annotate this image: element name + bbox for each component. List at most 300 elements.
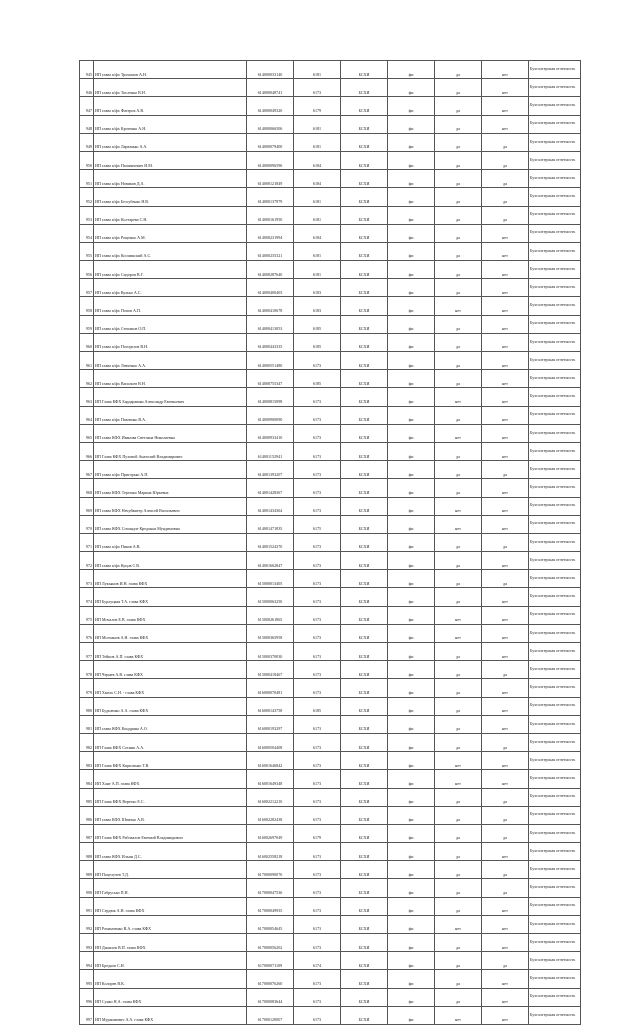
row-account: 6173	[294, 934, 341, 952]
row-department: БСХИ	[341, 570, 388, 588]
row-kind: фи	[388, 824, 435, 842]
row-status: нет	[482, 752, 529, 770]
row-account: 6181	[294, 61, 341, 79]
row-flag: нет	[435, 606, 482, 624]
row-code: 614001428367	[247, 479, 294, 497]
row-kind: фи	[388, 879, 435, 897]
row-code: 614000410678	[247, 297, 294, 315]
row-status: нет	[482, 770, 529, 788]
row-document: Бухгалтерская отчетность	[529, 297, 581, 315]
row-kind: фи	[388, 697, 435, 715]
row-account: 6181	[294, 206, 341, 224]
row-department: БСХИ	[341, 752, 388, 770]
row-flag: да	[435, 788, 482, 806]
row-name: ИП Глава КФХ Рабовалов Евгений Владимирович	[94, 824, 247, 842]
row-code: 614000137979	[247, 188, 294, 206]
table-row	[80, 188, 581, 206]
row-department: БСХИ	[341, 861, 388, 879]
row-document: Бухгалтерская отчетность	[529, 861, 581, 879]
row-kind: фи	[388, 279, 435, 297]
row-number: 973	[80, 570, 94, 588]
row-code: 616002558218	[247, 843, 294, 861]
row-flag: да	[435, 570, 482, 588]
row-kind: фи	[388, 333, 435, 351]
row-department: БСХИ	[341, 533, 388, 551]
row-status: да	[482, 733, 529, 751]
row-account: 6181	[294, 188, 341, 206]
row-department: БСХИ	[341, 224, 388, 242]
row-number: 974	[80, 588, 94, 606]
row-number: 972	[80, 552, 94, 570]
row-kind: фи	[388, 297, 435, 315]
row-flag: да	[435, 206, 482, 224]
row-flag: да	[435, 461, 482, 479]
row-kind: фи	[388, 934, 435, 952]
row-code: 616002212210	[247, 788, 294, 806]
row-department: БСХИ	[341, 624, 388, 642]
row-number: 983	[80, 752, 94, 770]
row-flag: да	[435, 170, 482, 188]
row-flag: да	[435, 533, 482, 551]
row-code: 616001649348	[247, 770, 294, 788]
row-code: 617000047536	[247, 879, 294, 897]
row-department: БСХИ	[341, 770, 388, 788]
table-row	[80, 151, 581, 169]
table-row	[80, 770, 581, 788]
row-code: 614000161950	[247, 206, 294, 224]
row-document: Бухгалтерская отчетность	[529, 279, 581, 297]
row-name: ИП глава к/фх Безсубенко Н.В.	[94, 188, 247, 206]
row-code: 614000033140	[247, 61, 294, 79]
row-number: 976	[80, 624, 94, 642]
row-document: Бухгалтерская отчетность	[529, 679, 581, 697]
row-account: 6175	[294, 515, 341, 533]
row-number: 964	[80, 406, 94, 424]
row-name: ИП глава КФХ Шпичко А.В.	[94, 806, 247, 824]
row-flag: да	[435, 151, 482, 169]
row-department: БСХИ	[341, 315, 388, 333]
row-name: ИП глава к/фх Павленко В.А.	[94, 406, 247, 424]
row-kind: фи	[388, 188, 435, 206]
row-document: Бухгалтерская отчетность	[529, 188, 581, 206]
row-code: 615000013405	[247, 570, 294, 588]
row-status: нет	[482, 333, 529, 351]
row-status: нет	[482, 424, 529, 442]
row-account: 6173	[294, 442, 341, 460]
row-department: БСХИ	[341, 915, 388, 933]
row-account: 6173	[294, 79, 341, 97]
row-kind: фи	[388, 352, 435, 370]
row-kind: фи	[388, 733, 435, 751]
table-row	[80, 497, 581, 515]
row-code: 617000120007	[247, 1006, 294, 1024]
row-code: 614000933410	[247, 424, 294, 442]
table-row	[80, 679, 581, 697]
row-kind: фи	[388, 788, 435, 806]
row-document: Бухгалтерская отчетность	[529, 224, 581, 242]
row-department: БСХИ	[341, 733, 388, 751]
row-department: БСХИ	[341, 952, 388, 970]
row-document: Бухгалтерская отчетность	[529, 770, 581, 788]
row-department: БСХИ	[341, 188, 388, 206]
row-status: нет	[482, 515, 529, 533]
row-status: нет	[482, 1006, 529, 1024]
row-kind: фи	[388, 370, 435, 388]
table-row	[80, 352, 581, 370]
row-document: Бухгалтерская отчетность	[529, 915, 581, 933]
row-account: 6173	[294, 970, 341, 988]
row-department: БСХИ	[341, 279, 388, 297]
row-kind: фи	[388, 315, 435, 333]
row-number: 975	[80, 606, 94, 624]
row-number: 991	[80, 897, 94, 915]
row-document: Бухгалтерская отчетность	[529, 733, 581, 751]
row-number: 946	[80, 79, 94, 97]
row-account: 6173	[294, 1006, 341, 1024]
row-document: Бухгалтерская отчетность	[529, 388, 581, 406]
row-number: 965	[80, 424, 94, 442]
row-document: Бухгалтерская отчетность	[529, 715, 581, 733]
row-department: БСХИ	[341, 806, 388, 824]
table-row	[80, 406, 581, 424]
row-name: ИП Глава КФХ Бардаржиян Александр Евгеньевич	[94, 388, 247, 406]
row-flag: да	[435, 806, 482, 824]
row-flag: да	[435, 188, 482, 206]
row-document: Бухгалтерская отчетность	[529, 424, 581, 442]
row-status: нет	[482, 97, 529, 115]
row-department: БСХИ	[341, 151, 388, 169]
row-department: БСХИ	[341, 661, 388, 679]
row-code: 614000755347	[247, 370, 294, 388]
row-department: БСХИ	[341, 406, 388, 424]
row-flag: да	[435, 552, 482, 570]
row-flag: да	[435, 643, 482, 661]
table-row	[80, 643, 581, 661]
row-code: 616002697049	[247, 824, 294, 842]
row-name: ИП глава КФХ Иванова Светлана Николаевна	[94, 424, 247, 442]
row-status: нет	[482, 497, 529, 515]
row-flag: нет	[435, 497, 482, 515]
row-number: 986	[80, 806, 94, 824]
row-name: ИП глава к/фх Куцов С.В.	[94, 552, 247, 570]
row-name: ИП Хант А.П. глава КФХ	[94, 770, 247, 788]
row-kind: фи	[388, 552, 435, 570]
row-document: Бухгалтерская отчетность	[529, 552, 581, 570]
row-name: ИП глава КФХ Кондрина А.О.	[94, 715, 247, 733]
row-name: ИП глава к/фх Рощенко А.М.	[94, 224, 247, 242]
row-kind: фи	[388, 261, 435, 279]
row-flag: да	[435, 333, 482, 351]
row-flag: нет	[435, 752, 482, 770]
row-kind: фи	[388, 406, 435, 424]
row-number: 994	[80, 952, 94, 970]
row-department: БСХИ	[341, 170, 388, 188]
table-row	[80, 61, 581, 79]
row-number: 951	[80, 170, 94, 188]
row-status: да	[482, 170, 529, 188]
row-kind: фи	[388, 679, 435, 697]
row-document: Бухгалтерская отчетность	[529, 97, 581, 115]
row-account: 6181	[294, 242, 341, 260]
row-number: 979	[80, 679, 94, 697]
row-flag: да	[435, 79, 482, 97]
row-number: 981	[80, 715, 94, 733]
row-number: 980	[80, 697, 94, 715]
row-name: ИП Глава КФХ Кириленко Т.В.	[94, 752, 247, 770]
row-number: 988	[80, 843, 94, 861]
row-document: Бухгалтерская отчетность	[529, 788, 581, 806]
table-row	[80, 242, 581, 260]
row-document: Бухгалтерская отчетность	[529, 752, 581, 770]
row-status: нет	[482, 552, 529, 570]
row-flag: да	[435, 61, 482, 79]
row-account: 6173	[294, 424, 341, 442]
row-document: Бухгалтерская отчетность	[529, 370, 581, 388]
row-kind: фи	[388, 770, 435, 788]
row-department: БСХИ	[341, 988, 388, 1006]
row-number: 947	[80, 97, 94, 115]
row-kind: фи	[388, 461, 435, 479]
row-code: 617000049935	[247, 897, 294, 915]
row-account: 6173	[294, 679, 341, 697]
row-number: 982	[80, 733, 94, 751]
row-name: ИП глава КФХ Нечуйвитер Алексей Васильевич	[94, 497, 247, 515]
row-status: да	[482, 188, 529, 206]
row-name: ИП глава к/фх Кротенко А.Н.	[94, 115, 247, 133]
row-number: 953	[80, 206, 94, 224]
row-name: ИП Лукьянов И.Н. глава КФХ	[94, 570, 247, 588]
row-flag: нет	[435, 515, 482, 533]
row-number: 967	[80, 461, 94, 479]
table-row	[80, 333, 581, 351]
table-row	[80, 934, 581, 952]
row-status: да	[482, 861, 529, 879]
row-account: 6184	[294, 170, 341, 188]
row-account: 6185	[294, 333, 341, 351]
row-document: Бухгалтерская отчетность	[529, 661, 581, 679]
row-account: 6173	[294, 879, 341, 897]
row-code: 614000443335	[247, 333, 294, 351]
row-kind: фи	[388, 497, 435, 515]
row-document: Бухгалтерская отчетность	[529, 934, 581, 952]
row-flag: нет	[435, 1006, 482, 1024]
table-row	[80, 843, 581, 861]
row-status: да	[482, 824, 529, 842]
row-document: Бухгалтерская отчетность	[529, 570, 581, 588]
row-number: 968	[80, 479, 94, 497]
row-name: ИП глава к/фх Пашинчевич И.М.	[94, 151, 247, 169]
row-account: 6179	[294, 824, 341, 842]
row-number: 996	[80, 988, 94, 1006]
row-document: Бухгалтерская отчетность	[529, 897, 581, 915]
row-kind: фи	[388, 442, 435, 460]
row-kind: фи	[388, 533, 435, 551]
row-name: ИП Молчанов А.Н. глава КФХ	[94, 624, 247, 642]
row-number: 987	[80, 824, 94, 842]
table-row	[80, 1006, 581, 1024]
row-document: Бухгалтерская отчетность	[529, 61, 581, 79]
table-row	[80, 279, 581, 297]
row-account: 6173	[294, 661, 341, 679]
row-flag: да	[435, 988, 482, 1006]
row-status: нет	[482, 406, 529, 424]
table-row	[80, 388, 581, 406]
row-kind: фи	[388, 61, 435, 79]
row-kind: фи	[388, 224, 435, 242]
row-flag: да	[435, 970, 482, 988]
row-kind: фи	[388, 479, 435, 497]
row-number: 945	[80, 61, 94, 79]
row-department: БСХИ	[341, 442, 388, 460]
row-number: 961	[80, 352, 94, 370]
row-name: ИП Мурашкевич А.А. глава КФХ	[94, 1006, 247, 1024]
row-name: ИП глава к/фх Кулько А.С.	[94, 279, 247, 297]
row-account: 6174	[294, 952, 341, 970]
row-name: ИП глава к/фх Ларюнько А.А.	[94, 133, 247, 151]
row-account: 6183	[294, 279, 341, 297]
row-department: БСХИ	[341, 479, 388, 497]
row-flag: да	[435, 879, 482, 897]
table-row	[80, 315, 581, 333]
row-flag: да	[435, 442, 482, 460]
row-code: 616000143758	[247, 697, 294, 715]
row-document: Бухгалтерская отчетность	[529, 879, 581, 897]
table-row	[80, 370, 581, 388]
row-number: 963	[80, 388, 94, 406]
row-document: Бухгалтерская отчетность	[529, 588, 581, 606]
row-document: Бухгалтерская отчетность	[529, 115, 581, 133]
row-department: БСХИ	[341, 297, 388, 315]
table-row	[80, 752, 581, 770]
row-department: БСХИ	[341, 970, 388, 988]
row-kind: фи	[388, 606, 435, 624]
row-number: 958	[80, 297, 94, 315]
row-department: БСХИ	[341, 824, 388, 842]
row-department: БСХИ	[341, 461, 388, 479]
row-name: ИП глава к/фх Левченко А.А.	[94, 352, 247, 370]
row-kind: фи	[388, 570, 435, 588]
row-account: 6173	[294, 988, 341, 1006]
row-document: Бухгалтерская отчетность	[529, 261, 581, 279]
row-kind: фи	[388, 424, 435, 442]
row-status: да	[482, 661, 529, 679]
table-row	[80, 661, 581, 679]
row-name: ИП Сердюк А.Н. глава КФХ	[94, 897, 247, 915]
row-kind: фи	[388, 588, 435, 606]
row-account: 6183	[294, 297, 341, 315]
table-row	[80, 515, 581, 533]
row-status: да	[482, 952, 529, 970]
row-name: ИП глава к/фх Погорелов В.Н.	[94, 333, 247, 351]
row-code: 615000063250	[247, 588, 294, 606]
row-status: нет	[482, 479, 529, 497]
row-flag: да	[435, 715, 482, 733]
row-code: 616000504408	[247, 733, 294, 751]
row-status: да	[482, 806, 529, 824]
row-number: 992	[80, 915, 94, 933]
row-code: 614000815098	[247, 388, 294, 406]
row-account: 6184	[294, 224, 341, 242]
row-kind: фи	[388, 624, 435, 642]
row-department: БСХИ	[341, 79, 388, 97]
row-account: 6181	[294, 115, 341, 133]
row-number: 977	[80, 643, 94, 661]
table-row	[80, 479, 581, 497]
row-number: 948	[80, 115, 94, 133]
row-document: Бухгалтерская отчетность	[529, 806, 581, 824]
row-status: нет	[482, 606, 529, 624]
row-document: Бухгалтерская отчетность	[529, 1006, 581, 1024]
row-status: нет	[482, 970, 529, 988]
row-account: 6173	[294, 861, 341, 879]
row-status: да	[482, 533, 529, 551]
row-status: нет	[482, 442, 529, 460]
row-code: 614000121849	[247, 170, 294, 188]
row-flag: да	[435, 224, 482, 242]
row-code: 614001393207	[247, 461, 294, 479]
row-department: БСХИ	[341, 261, 388, 279]
row-kind: фи	[388, 79, 435, 97]
row-kind: фи	[388, 988, 435, 1006]
row-document: Бухгалтерская отчетность	[529, 970, 581, 988]
row-document: Бухгалтерская отчетность	[529, 606, 581, 624]
row-kind: фи	[388, 843, 435, 861]
row-kind: фи	[388, 861, 435, 879]
row-number: 960	[80, 333, 94, 351]
row-kind: фи	[388, 952, 435, 970]
row-document: Бухгалтерская отчетность	[529, 442, 581, 460]
row-number: 990	[80, 879, 94, 897]
row-account: 6173	[294, 479, 341, 497]
row-number: 984	[80, 770, 94, 788]
row-account: 6173	[294, 915, 341, 933]
row-code: 614000048741	[247, 79, 294, 97]
row-status: да	[482, 879, 529, 897]
row-name: ИП Мочалов Е.В. глава КФХ	[94, 606, 247, 624]
row-flag: да	[435, 479, 482, 497]
row-name: ИП Чернев А.В. глава КФХ	[94, 661, 247, 679]
row-code: 614000287640	[247, 261, 294, 279]
row-kind: фи	[388, 242, 435, 260]
row-flag: да	[435, 370, 482, 388]
row-code: 616000070481	[247, 679, 294, 697]
spreadsheet-page	[79, 60, 580, 1025]
row-account: 6185	[294, 315, 341, 333]
row-document: Бухгалтерская отчетность	[529, 206, 581, 224]
row-number: 971	[80, 533, 94, 551]
row-department: БСХИ	[341, 788, 388, 806]
row-code: 614000235321	[247, 242, 294, 260]
row-name: ИП глава к/фх Сидоров В.Г.	[94, 261, 247, 279]
row-account: 6179	[294, 97, 341, 115]
row-account: 6173	[294, 606, 341, 624]
row-department: БСХИ	[341, 61, 388, 79]
row-kind: фи	[388, 715, 435, 733]
row-name: ИП Глава КФХ Веретко Е.С.	[94, 788, 247, 806]
row-document: Бухгалтерская отчетность	[529, 824, 581, 842]
table-row	[80, 806, 581, 824]
row-kind: фи	[388, 206, 435, 224]
row-name: ИП глава КФХ Терешко Марина Юрьевна	[94, 479, 247, 497]
table-row	[80, 915, 581, 933]
row-department: БСХИ	[341, 588, 388, 606]
row-department: БСХИ	[341, 370, 388, 388]
row-status: нет	[482, 261, 529, 279]
row-number: 969	[80, 497, 94, 515]
row-code: 614001471835	[247, 515, 294, 533]
row-department: БСХИ	[341, 424, 388, 442]
row-department: БСХИ	[341, 679, 388, 697]
